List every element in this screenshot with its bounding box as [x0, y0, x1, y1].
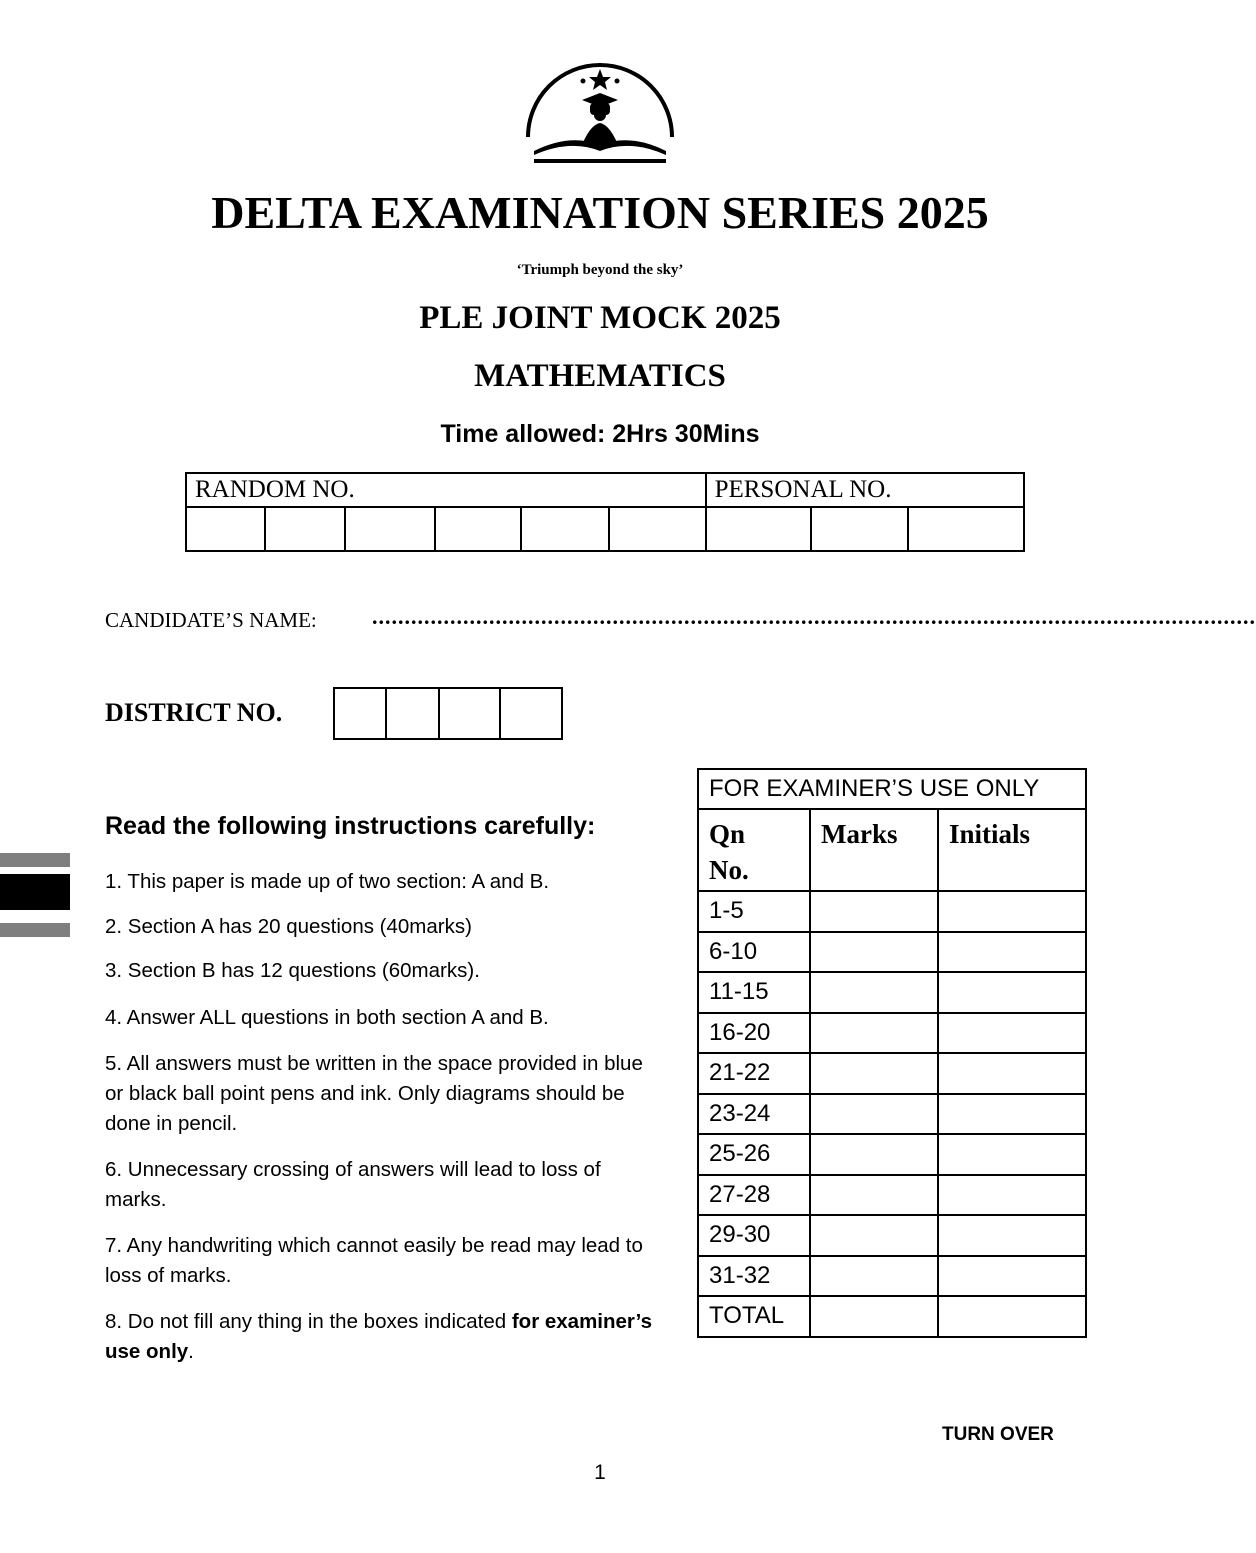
question-range-cell: 31-32 — [698, 1256, 810, 1297]
initials-cell[interactable] — [938, 891, 1086, 932]
table-row — [698, 972, 1086, 1013]
question-range-cell: 25-26 — [698, 1134, 810, 1175]
instruction-item: 6. Unnecessary crossing of answers will lead to loss of marks. — [105, 1158, 601, 1211]
district-number-boxes — [333, 687, 563, 740]
personal-number-box[interactable] — [908, 507, 1024, 551]
random-number-label: RANDOM NO. — [186, 473, 706, 507]
table-row — [698, 891, 1086, 932]
candidate-name-field[interactable]: ........................................................................................................................................ — [372, 604, 1256, 629]
question-range-cell: 11-15 — [698, 972, 810, 1013]
table-row — [698, 1215, 1086, 1256]
question-range-cell: 27-28 — [698, 1175, 810, 1216]
turn-over-label: TURN OVER — [942, 1424, 1054, 1445]
table-row — [698, 1296, 1086, 1337]
initials-cell[interactable] — [938, 1215, 1086, 1256]
candidate-number-table — [185, 472, 1025, 552]
time-allowed: Time allowed: 2Hrs 30Mins — [440, 420, 760, 448]
random-number-box[interactable] — [521, 507, 609, 551]
random-number-box[interactable] — [609, 507, 706, 551]
page-number: 1 — [594, 1461, 606, 1484]
initials-cell[interactable] — [938, 1256, 1086, 1297]
question-range-cell: 21-22 — [698, 1053, 810, 1094]
instruction-item: 3. Section B has 12 questions (60marks). — [105, 959, 480, 982]
marks-cell[interactable] — [810, 1134, 938, 1175]
district-number-label: DISTRICT NO. — [105, 698, 283, 727]
random-number-box[interactable] — [435, 507, 521, 551]
district-number-box[interactable] — [439, 688, 500, 739]
random-number-box[interactable] — [345, 507, 436, 551]
marks-cell[interactable] — [810, 1053, 938, 1094]
instruction-item: 5. All answers must be written in the space provided in blue or black ball point pens and ink. Only diagrams should be done in pencil. — [105, 1052, 643, 1135]
question-range-cell: 23-24 — [698, 1094, 810, 1135]
candidate-name-label: CANDIDATE’S NAME: — [105, 608, 317, 632]
table-row — [698, 1175, 1086, 1216]
table-row — [698, 1053, 1086, 1094]
instruction-item: 1. This paper is made up of two section: A and B. — [105, 870, 550, 893]
personal-number-box[interactable] — [811, 507, 908, 551]
question-range-cell: TOTAL — [698, 1296, 810, 1337]
instruction-item: 7. Any handwriting which cannot easily be read may lead to loss of marks. — [105, 1234, 643, 1287]
table-row — [698, 1094, 1086, 1135]
marks-cell[interactable] — [810, 1296, 938, 1337]
table-row — [698, 1256, 1086, 1297]
initials-cell[interactable] — [938, 1013, 1086, 1054]
exam-series-logo — [520, 55, 680, 170]
instruction-item — [105, 1307, 665, 1367]
marks-cell[interactable] — [810, 1013, 938, 1054]
personal-number-label: PERSONAL NO. — [706, 473, 1024, 507]
side-margin-bars — [0, 853, 72, 939]
marks-cell[interactable] — [810, 932, 938, 973]
column-header-qn-no: Qn No. — [698, 809, 810, 891]
marks-cell[interactable] — [810, 1094, 938, 1135]
question-range-cell: 29-30 — [698, 1215, 810, 1256]
initials-cell[interactable] — [938, 1296, 1086, 1337]
marks-cell[interactable] — [810, 1256, 938, 1297]
initials-cell[interactable] — [938, 932, 1086, 973]
examiner-table-body — [698, 891, 1086, 1337]
series-title: DELTA EXAMINATION SERIES 2025 — [211, 187, 989, 238]
initials-cell[interactable] — [938, 1175, 1086, 1216]
column-header-initials: Initials — [938, 809, 1086, 891]
series-motto: ‘Triumph beyond the sky’ — [516, 262, 684, 278]
personal-number-box[interactable] — [706, 507, 812, 551]
initials-cell[interactable] — [938, 1134, 1086, 1175]
question-range-cell: 6-10 — [698, 932, 810, 973]
subject-title: MATHEMATICS — [474, 358, 726, 394]
district-number-box[interactable] — [500, 688, 562, 739]
initials-cell[interactable] — [938, 1094, 1086, 1135]
instruction-item: 2. Section A has 20 questions (40marks) — [105, 915, 472, 938]
question-range-cell: 1-5 — [698, 891, 810, 932]
question-range-cell: 16-20 — [698, 1013, 810, 1054]
marks-cell[interactable] — [810, 891, 938, 932]
random-number-box[interactable] — [265, 507, 345, 551]
marks-cell[interactable] — [810, 1175, 938, 1216]
marks-cell[interactable] — [810, 972, 938, 1013]
examiner-table-title: FOR EXAMINER’S USE ONLY — [698, 769, 1086, 809]
random-number-box[interactable] — [186, 507, 265, 551]
table-row — [698, 1134, 1086, 1175]
instruction-item: 4. Answer ALL questions in both section A and B. — [105, 1006, 549, 1029]
marks-cell[interactable] — [810, 1215, 938, 1256]
district-number-box[interactable] — [334, 688, 386, 739]
instruction-item-8-text: 8. Do not fill any thing in the boxes indicated — [105, 1310, 512, 1333]
initials-cell[interactable] — [938, 972, 1086, 1013]
instructions-heading: Read the following instructions carefully: — [105, 812, 596, 840]
table-row — [698, 1013, 1086, 1054]
examiner-use-table — [697, 768, 1087, 1338]
district-number-box[interactable] — [386, 688, 439, 739]
instruction-item-8-emphasis: for examiner’s use only — [105, 1310, 652, 1363]
initials-cell[interactable] — [938, 1053, 1086, 1094]
instruction-item-8-end: . — [188, 1340, 194, 1363]
exam-name: PLE JOINT MOCK 2025 — [419, 300, 781, 336]
table-row — [698, 932, 1086, 973]
column-header-marks: Marks — [810, 809, 938, 891]
